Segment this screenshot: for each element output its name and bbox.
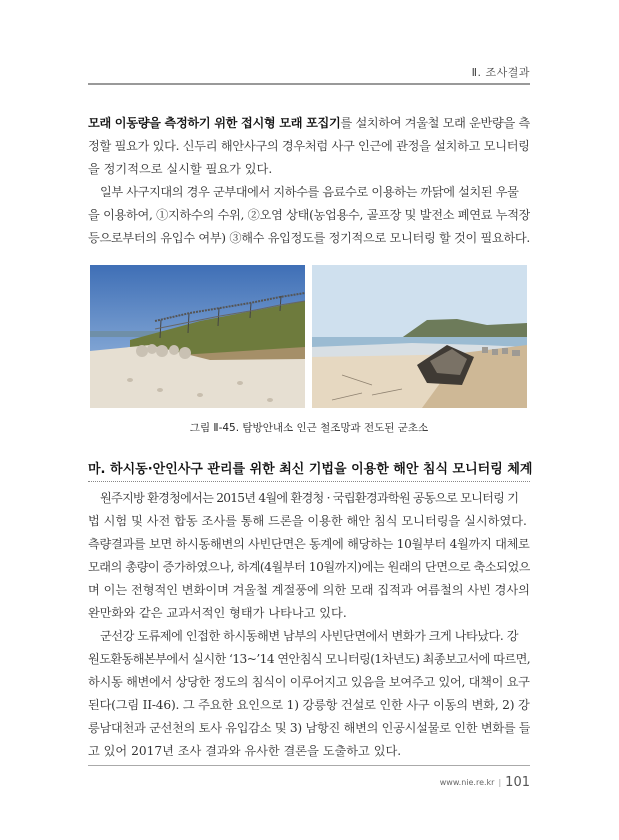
- footer-separator: |: [498, 778, 502, 787]
- figure-caption: 그림 Ⅱ-45. 탐방안내소 인근 철조망과 전도된 군초소: [189, 422, 429, 434]
- text-line: 원도환동해본부에서 실시한 ‘13~’14 연안침식 모니터링(1차년도) 최종보고서에 따르면,: [88, 652, 530, 666]
- text-line: 하시동 해변에서 상당한 정도의 침식이 이루어지고 있음을 보여주고 있어, 대책이 요구: [88, 675, 530, 689]
- text-line: 고 있어 2017년 조사 결과와 유사한 결론을 도출하고 있다.: [88, 744, 402, 758]
- text-line: 릉남대천과 군선천의 토사 유입감소 및 3) 남항진 해변의 인공시설물로 인한 변화를 들: [88, 721, 530, 735]
- header-divider: [88, 83, 530, 85]
- footer-url: www.nie.re.kr: [439, 778, 495, 787]
- intro-paragraph-1: [88, 112, 530, 181]
- page-footer: [440, 772, 530, 791]
- section-paragraph-2: [88, 625, 530, 763]
- text-line: 법 시험 및 사전 합동 조사를 통해 드론을 이용한 해안 침식 모니터링을 실시하였다.: [88, 514, 527, 528]
- text-line: 정할 필요가 있다. 신두리 해안사구의 경우처럼 사구 인근에 관정을 설치하고 모니터링: [88, 139, 530, 153]
- page-number: 101: [505, 775, 530, 790]
- figure-photos: [90, 265, 527, 408]
- section-body: [88, 487, 530, 763]
- text-line: 군선강 도류제에 인접한 하시동해변 남부의 사빈단면에서 변화가 크게 나타났다. 강: [100, 629, 519, 643]
- text-line: 된다(그림 II-46). 그 주요한 요인으로 1) 강릉항 건설로 인한 사구 이동의 변화, 2) 강: [88, 698, 530, 712]
- text-line: 등으로부터의 유입수 여부) ③해수 유입정도를 정기적으로 모니터링 할 것이 필요하다.: [88, 231, 530, 245]
- bold-phrase: 모래 이동량을 측정하기 위한 접시형 모래 포집기: [88, 116, 341, 130]
- text-line: 을 정기적으로 실시할 필요가 있다.: [88, 162, 273, 176]
- intro-section: [88, 112, 530, 250]
- text-line: 완만화와 같은 교과서적인 형태가 나타나고 있다.: [88, 606, 347, 620]
- text-line: 을 이용하여, ①지하수의 수위, ②오염 상태(농업용수, 골프장 및 발전소 폐연료 누적장: [88, 208, 530, 222]
- section-title: 마. 하시동·안인사구 관리를 위한 최신 기법을 이용한 해안 침식 모니터링 체계: [88, 462, 533, 477]
- text-line: 며 이는 전형적인 변화이며 겨울철 계절풍에 의한 모래 집적과 여름철의 사빈 경사의: [88, 583, 530, 597]
- text-line: 원주지방 환경청에서는 2015년 4월에 환경청 · 국립환경과학원 공동으로 모니터링 기: [100, 491, 519, 505]
- footer-divider: [88, 765, 530, 766]
- text-line: 모래의 총량이 증가하였으나, 하계(4월부터 10월까지)에는 원래의 단면으로 축소되었으: [88, 560, 530, 574]
- intro-paragraph-2: [88, 181, 530, 250]
- photo-barbed-wire-fence: [90, 265, 305, 408]
- text-line: 측량결과를 보면 하시동해변의 사빈단면은 동계에 해당하는 10월부터 4월까지 대체로: [88, 537, 530, 551]
- section-paragraph-1: [88, 487, 530, 625]
- photo-collapsed-guard-post: [312, 265, 527, 408]
- section-divider: [88, 481, 530, 482]
- text-line: [88, 112, 530, 135]
- running-header: Ⅱ. 조사결과: [471, 66, 530, 79]
- text-line: 일부 사구지대의 경우 군부대에서 지하수를 음료수로 이용하는 까닭에 설치된 우물: [100, 185, 519, 199]
- text-span: 를 설치하여 겨울철 모래 운반량을 측: [340, 116, 530, 130]
